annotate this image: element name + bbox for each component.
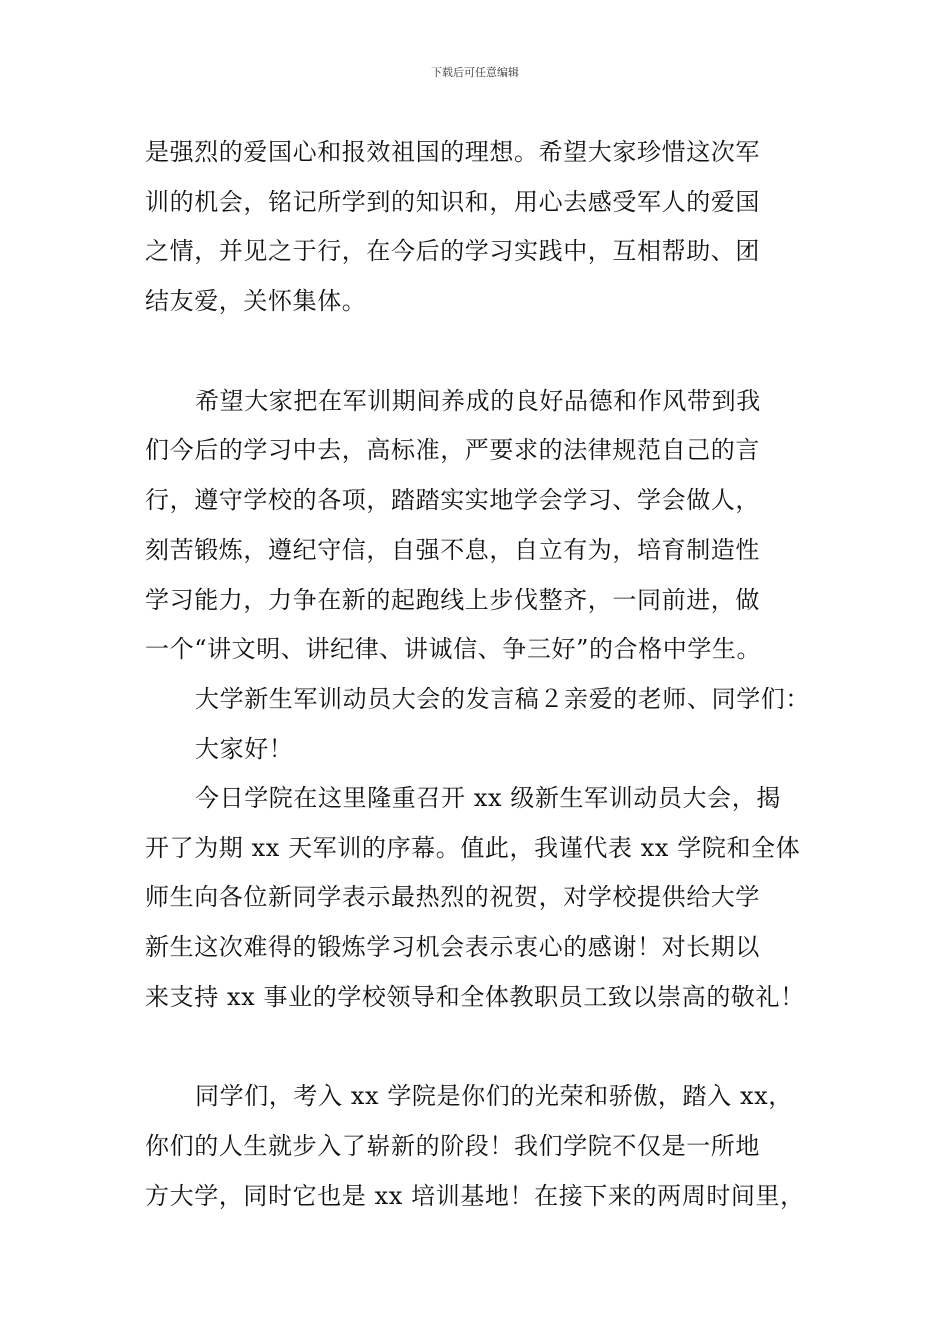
text-line: 结友爱，关怀集体。 bbox=[145, 287, 367, 315]
text-line: 大家好！ bbox=[195, 735, 294, 763]
text-line: 新生这次难得的锻炼学习机会表示衷心的感谢！对长期以 bbox=[145, 933, 760, 961]
page-header: 下载后可任意编辑 bbox=[431, 66, 519, 79]
text-line: 学习能力，力争在新的起跑线上步伐整齐，一同前进，做 bbox=[145, 586, 760, 614]
text-line: 行，遵守学校的各项，踏踏实实地学会学习、学会做人， bbox=[145, 486, 760, 514]
text-line: 刻苦锻炼，遵纪守信，自强不息，自立有为，培育制造性 bbox=[145, 536, 760, 564]
text-line: 开了为期 xx 天军训的序幕。值此，我谨代表 xx 学院和全体 bbox=[145, 834, 801, 862]
text-line: 一个“讲文明、讲纪律、讲诚信、争三好”的合格中学生。 bbox=[145, 635, 762, 663]
text-line: 师生向各位新同学表示最热烈的祝贺，对学校提供给大学 bbox=[145, 883, 760, 911]
text-line: 你们的人生就步入了崭新的阶段！我们学院不仅是一所地 bbox=[145, 1132, 760, 1160]
text-line: 大学新生军训动员大会的发言稿２亲爱的老师、同学们： bbox=[195, 685, 810, 713]
text-line: 方大学，同时它也是 xx 培训基地！在接下来的两周时间里， bbox=[145, 1182, 805, 1210]
text-line: 今日学院在这里隆重召开 xx 级新生军训动员大会，揭 bbox=[195, 784, 781, 812]
text-line: 希望大家把在军训期间养成的良好品德和作风带到我 bbox=[195, 387, 761, 415]
text-line: 训的机会，铭记所学到的知识和，用心去感受军人的爱国 bbox=[145, 188, 760, 216]
text-line: 同学们，考入 xx 学院是你们的光荣和骄傲，踏入 xx， bbox=[195, 1082, 793, 1110]
text-line: 是强烈的爱国心和报效祖国的理想。希望大家珍惜这次军 bbox=[145, 138, 760, 166]
text-line: 来支持 xx 事业的学校领导和全体教职员工致以崇高的敬礼！ bbox=[145, 983, 805, 1011]
text-line: 之情，并见之于行，在今后的学习实践中，互相帮助、团 bbox=[145, 237, 760, 265]
text-line: 们今后的学习中去，高标准，严要求的法律规范自己的言 bbox=[145, 436, 760, 464]
